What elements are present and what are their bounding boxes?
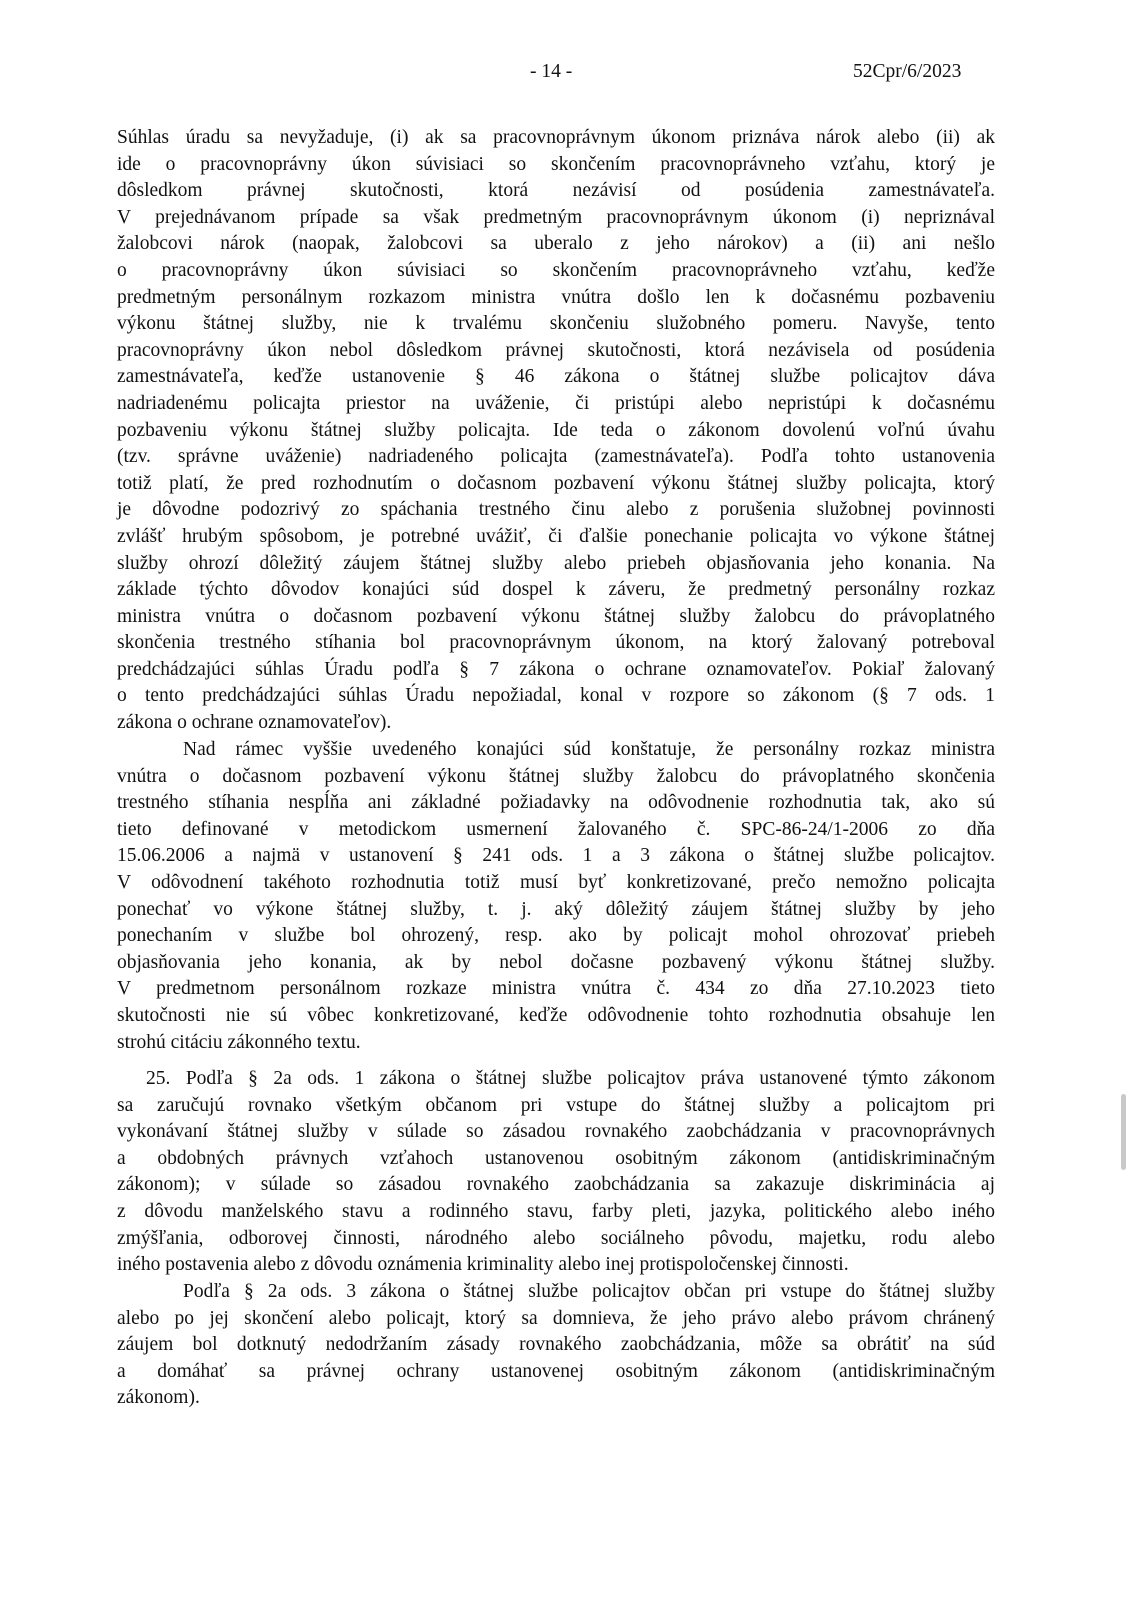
text-line: V prejednávanom prípade sa však predmetným pracovnoprávnym úkonom (i) nepriznával — [117, 206, 995, 228]
text-line: vnútra o dočasnom pozbavení výkonu štátnej služby žalobcu do právoplatného skončenia — [117, 765, 995, 787]
text-line: Nad rámec vyššie uvedeného konajúci súd konštatuje, že personálny rozkaz ministra — [183, 739, 995, 760]
text-line: je dôvodne podozrivý zo spáchania trestného činu alebo z porušenia služobnej povinnosti — [117, 499, 995, 521]
text-line: nadriadenému policajta priestor na uváženie, či pristúpi alebo nepristúpi k dočasnému — [117, 392, 995, 414]
text-line: tieto definované v metodickom usmernení žalovaného č. SPC-86-24/1-2006 zo dňa — [117, 818, 995, 840]
text-line: V predmetnom personálnom rozkaze ministra vnútra č. 434 zo dňa 27.10.2023 tieto — [117, 978, 995, 1000]
text-line: a domáhať sa právnej ochrany ustanovenej osobitným zákonom (antidiskriminačným — [117, 1360, 995, 1382]
text-line: predchádzajúci súhlas Úradu podľa § 7 zákona o ochrane oznamovateľov. Pokiaľ žalovaný — [117, 658, 995, 680]
text-line: vykonávaní štátnej služby v súlade so zásadou rovnakého zaobchádzania v pracovnoprávnych — [117, 1121, 995, 1143]
text-line: zákona o ochrane oznamovateľov). — [117, 712, 392, 734]
paragraph-section-2a-3 — [117, 1279, 995, 1412]
text-line: sa zaručujú rovnako všetkým občanom pri vstupe do štátnej služby a policajtom pri — [117, 1094, 995, 1116]
paragraph-reasoning-deficiency — [117, 737, 995, 1056]
text-line: ide o pracovnoprávny úkon súvisiaci so skončením pracovnoprávneho vzťahu, ktorý je — [117, 153, 995, 175]
text-line: totiž platí, že pred rozhodnutím o dočasnom pozbavení výkonu štátnej služby policajta, ktorý — [117, 472, 995, 494]
text-line: o tento predchádzajúci súhlas Úradu nepožiadal, konal v rozpore so zákonom (§ 7 ods. 1 — [117, 685, 995, 707]
text-line: V odôvodnení takéhoto rozhodnutia totiž musí byť konkretizované, prečo nemožno policajta — [117, 871, 995, 893]
text-line: žalobcovi nárok (naopak, žalobcovi sa uberalo z jeho nárokov) a (ii) ani nešlo — [117, 233, 995, 255]
text-line: 25. Podľa § 2a ods. 1 zákona o štátnej službe policajtov práva ustanovené týmto zákonom — [146, 1068, 995, 1089]
text-line: ponechať vo výkone štátnej služby, t. j. aký dôležitý záujem štátnej služby by jeho — [117, 898, 995, 920]
case-number: 52Cpr/6/2023 — [853, 61, 962, 82]
paragraph-consent-not-required — [117, 125, 995, 737]
text-line: a obdobných právnych vzťahoch ustanovenou osobitným zákonom (antidiskriminačným — [117, 1147, 995, 1169]
text-line: (tzv. správne uváženie) nadriadeného policajta (zamestnávateľa). Podľa tohto ustanovenia — [117, 446, 995, 468]
text-line: objasňovania jeho konania, ak by nebol dočasne pozbavený výkonu štátnej služby. — [117, 951, 995, 973]
text-line: záujem bol dotknutý nedodržaním zásady rovnakého zaobchádzania, môže sa obrátiť na súd — [117, 1334, 995, 1356]
text-line: zmýšľania, odborovej činnosti, národného alebo sociálneho pôvodu, majetku, rodu alebo — [117, 1227, 995, 1249]
text-line: výkonu štátnej služby, nie k trvalému skončeniu služobného pomeru. Navyše, tento — [117, 313, 995, 335]
scroll-indicator[interactable] — [1121, 1094, 1126, 1170]
text-line: zákonom). — [117, 1387, 200, 1409]
page-number: - 14 - — [530, 61, 573, 82]
text-line: dôsledkom právnej skutočnosti, ktorá nezávisí od posúdenia zamestnávateľa. — [117, 180, 995, 202]
text-line: zvlášť hrubým spôsobom, je potrebné uvážiť, či ďalšie ponechanie policajta vo výkone štátnej — [117, 525, 995, 547]
text-line: služby ohrozí dôležitý záujem štátnej služby alebo priebeh objasňovania jeho konania. Na — [117, 552, 995, 574]
text-line: skutočnosti nie sú vôbec konkretizované, keďže odôvodnenie tohto rozhodnutia obsahuje len — [117, 1004, 995, 1026]
text-line: trestného stíhania nespĺňa ani základné požiadavky na odôvodnenie rozhodnutia tak, ako sú — [117, 792, 995, 814]
text-line: ponechaním v službe bol ohrozený, resp. ako by policajt mohol ohrozovať priebeh — [117, 925, 995, 947]
text-line: základe týchto dôvodov konajúci súd dospel k záveru, že predmetný personálny rozkaz — [117, 579, 995, 601]
text-line: pozbaveniu výkonu štátnej služby policajta. Ide teda o zákonom dovolenú voľnú úvahu — [117, 419, 995, 441]
text-line: Podľa § 2a ods. 3 zákona o štátnej službe policajtov občan pri vstupe do štátnej služby — [183, 1281, 995, 1302]
text-line: z dôvodu manželského stavu a rodinného stavu, farby pleti, jazyka, politického alebo iného — [117, 1200, 995, 1222]
paragraph-point-25 — [117, 1066, 995, 1279]
text-line: alebo po jej skončení alebo policajt, ktorý sa domnieva, že jeho právo alebo právom chránený — [117, 1307, 995, 1329]
text-line: skončenia trestného stíhania bol pracovnoprávnym úkonom, na ktorý žalovaný potreboval — [117, 632, 995, 654]
text-line: Súhlas úradu sa nevyžaduje, (i) ak sa pracovnoprávnym úkonom priznáva nárok alebo (ii) ak — [117, 127, 995, 148]
text-line: predmetným personálnym rozkazom ministra vnútra došlo len k dočasnému pozbaveniu — [117, 286, 995, 308]
text-line: pracovnoprávny úkon nebol dôsledkom právnej skutočnosti, ktorá nezávisela od posúdenia — [117, 339, 995, 361]
text-line: strohú citáciu zákonného textu. — [117, 1031, 361, 1053]
text-line: zákonom); v súlade so zásadou rovnakého zaobchádzania sa zakazuje diskriminácia aj — [117, 1174, 995, 1196]
text-line: ministra vnútra o dočasnom pozbavení výkonu štátnej služby žalobcu do právoplatného — [117, 605, 995, 627]
text-line: iného postavenia alebo z dôvodu oznámenia kriminality alebo inej protispoločenskej činnosti. — [117, 1254, 849, 1276]
text-line: 15.06.2006 a najmä v ustanovení § 241 ods. 1 a 3 zákona o štátnej službe policajtov. — [117, 845, 995, 867]
text-line: o pracovnoprávny úkon súvisiaci so skončením pracovnoprávneho vzťahu, keďže — [117, 259, 995, 281]
text-line: zamestnávateľa, keďže ustanovenie § 46 zákona o štátnej službe policajtov dáva — [117, 366, 995, 388]
